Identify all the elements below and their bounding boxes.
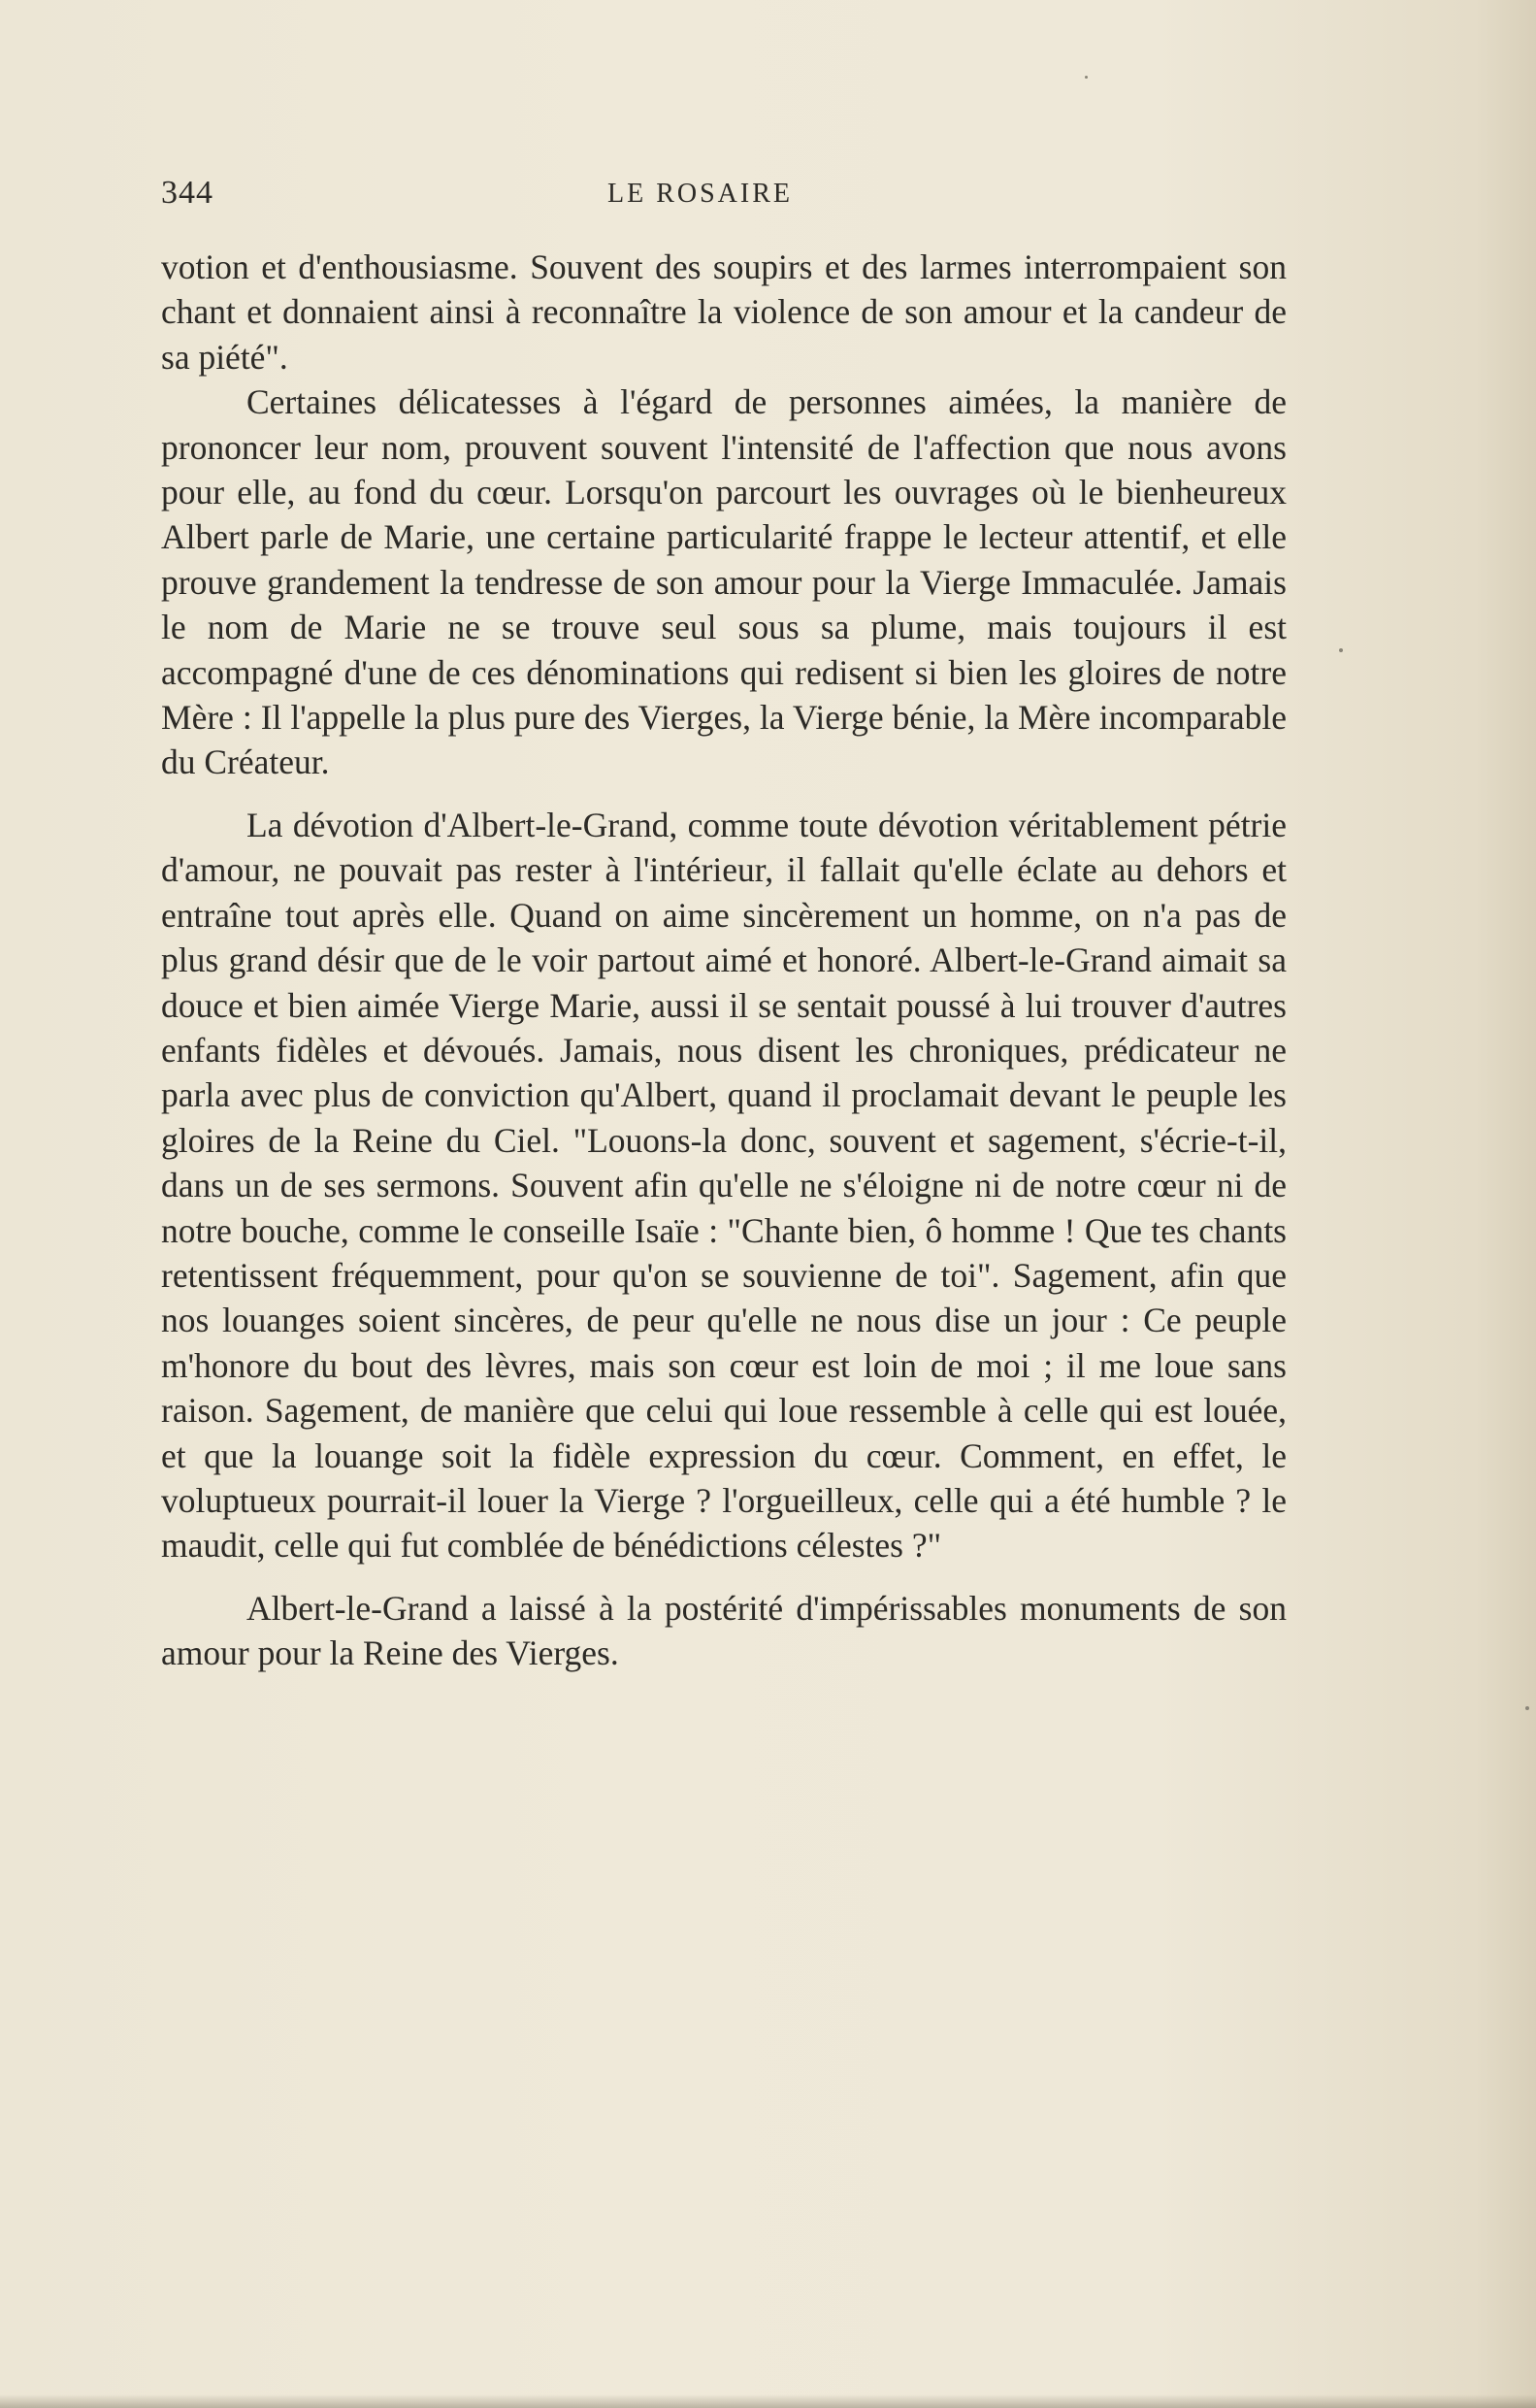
page-bottom-edge bbox=[0, 2394, 1536, 2408]
paper-speck bbox=[1085, 76, 1088, 79]
paragraph-1: votion et d'enthousiasme. Souvent des soupirs et des larmes interrompaient son chant et donnaient ainsi à reconnaître la violence de son amour et la candeur de sa piété". bbox=[161, 247, 1287, 377]
paragraph-4: Albert-le-Grand a laissé à la postérité d'impérissables monuments de son amour pour la Reine des Vierges. bbox=[161, 1588, 1287, 1673]
running-title: LE ROSAIRE bbox=[607, 179, 793, 209]
body-text bbox=[161, 245, 1287, 1676]
paragraph-3: La dévotion d'Albert-le-Grand, comme toute dévotion véritablement pétrie d'amour, ne pouvait pas rester à l'intérieur, il fallait qu'elle éclate au dehors et entraîne tout après elle. Quand on aime sincèrement un homme, on n'a pas de plus grand désir que de le voir partout aimé et honoré. Albert-le-Grand aimait sa douce et bien aimée Vierge Marie, aussi il se sentait poussé à lui trouver d'autres enfants fidèles et dévoués. Jamais, nous disent les chroniques, prédicateur ne parla avec plus de conviction qu'Albert, quand il proclamait devant le peuple les gloires de la Reine du Ciel. "Louons-la donc, souvent et sagement, s'écrie-t-il, dans un de ses sermons. Souvent afin qu'elle ne s'éloigne ni de notre cœur ni de notre bouche, comme le conseille Isaïe : "Chante bien, ô homme ! Que tes chants retentissent fréquemment, pour qu'on se souvienne de toi". Sagement, afin que nos louanges soient sincères, de peur qu'elle ne nous dise un jour : Ce peuple m'honore du bout des lèvres, mais son cœur est loin de moi ; il me loue sans raison. Sagement, de manière que celui qui loue ressemble à celle qui est louée, et que la louange soit la fidèle expression du cœur. Comment, en effet, le voluptueux pourrait-il louer la Vierge ? l'orgueilleux, celle qui a été humble ? le maudit, celle qui fut comblée de bénédictions célestes ?" bbox=[161, 805, 1287, 1566]
page-header bbox=[161, 175, 1287, 223]
paper-speck bbox=[1525, 1706, 1529, 1710]
paper-speck bbox=[1339, 648, 1343, 652]
paragraph-2: Certaines délicatesses à l'égard de personnes aimées, la manière de prononcer leur nom, prouvent souvent l'intensité de l'affection que nous avons pour elle, au fond du cœur. Lorsqu'on parcourt les ouvrages où le bienheureux Albert parle de Marie, une certaine particularité frappe le lecteur attentif, et elle prouve grandement la tendresse de son amour pour la Vierge Immaculée. Jamais le nom de Marie ne se trouve seul sous sa plume, mais toujours il est accompagné d'une de ces dénominations qui redisent si bien les gloires de notre Mère : Il l'appelle la plus pure des Vierges, la Vierge bénie, la Mère incomparable du Créateur. bbox=[161, 382, 1287, 782]
page-number: 344 bbox=[161, 175, 213, 211]
